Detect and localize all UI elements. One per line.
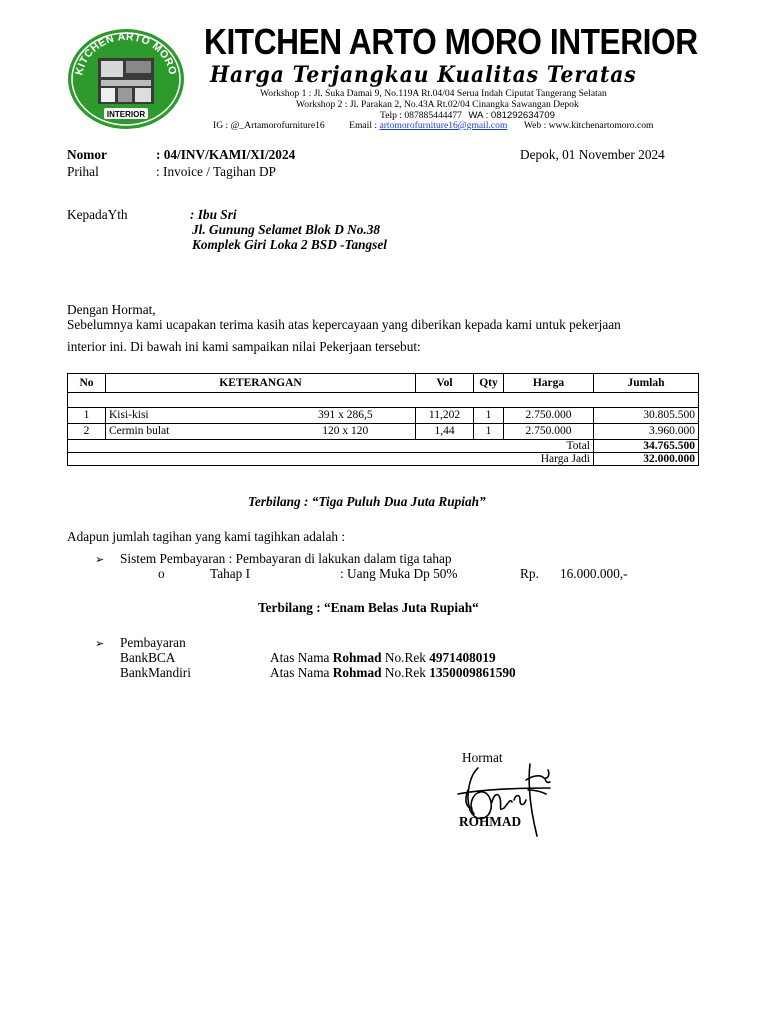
- col-header-vol: Vol: [416, 374, 474, 393]
- intro-line-2: interior ini. Di bawah ini kami sampaikan nilai Pekerjaan tersebut:: [67, 339, 421, 354]
- col-header-jumlah: Jumlah: [594, 374, 699, 393]
- wa: WA : 081292634709: [468, 110, 555, 121]
- harga-jadi-value: 32.000.000: [594, 453, 699, 466]
- place-date: Depok, 01 November 2024: [520, 147, 665, 162]
- col-header-no: No: [68, 374, 106, 393]
- bank-bca-rek-label: No.Rek: [384, 650, 426, 665]
- spacer-cell: [68, 393, 699, 408]
- contact-line: [213, 120, 654, 131]
- company-name: KITCHEN ARTO MORO INTERIOR: [204, 21, 698, 62]
- kepada-label: KepadaYth: [67, 207, 128, 222]
- greeting: Dengan Hormat,: [67, 302, 156, 317]
- prihal-label: Prihal: [67, 164, 99, 179]
- row-vol: 1,44: [416, 424, 474, 440]
- closing-hormat: Hormat: [462, 750, 503, 765]
- rp-label: Rp.: [520, 566, 539, 581]
- email-link[interactable]: artomorofurniture16@gmail.com: [379, 120, 508, 131]
- table-row: [68, 408, 699, 424]
- payment-title: Pembayaran: [120, 635, 186, 650]
- bank-mandiri-rek-label: No.Rek: [384, 665, 426, 680]
- website: Web : www.kitchenartomoro.com: [523, 120, 654, 131]
- total-value: 34.765.500: [594, 440, 699, 453]
- email-label: Email :: [349, 120, 378, 131]
- recipient-address-2: Komplek Giri Loka 2 BSD -Tangsel: [192, 237, 387, 252]
- row-jumlah: 3.960.000: [594, 424, 699, 440]
- svg-text:KITCHEN ARTO MORO: KITCHEN ARTO MORO: [73, 30, 179, 77]
- row-qty: 1: [474, 408, 504, 424]
- prihal-value: : Invoice / Tagihan DP: [156, 164, 276, 179]
- row-item: Cermin bulat: [106, 424, 276, 440]
- row-harga: 2.750.000: [504, 424, 594, 440]
- harga-jadi-label: Harga Jadi: [68, 453, 594, 466]
- bank-mandiri-label: BankMandiri: [120, 665, 191, 680]
- company-logo: [68, 28, 188, 130]
- table-row: [68, 424, 699, 440]
- bank-bca-label: BankBCA: [120, 650, 176, 665]
- tahap-label: Tahap I: [210, 566, 251, 581]
- col-header-harga: Harga: [504, 374, 594, 393]
- signer-name: ROHMAD: [459, 814, 522, 829]
- harga-jadi-row: [68, 453, 699, 466]
- nomor-label: Nomor: [67, 147, 107, 162]
- row-vol: 11,202: [416, 408, 474, 424]
- row-qty: 1: [474, 424, 504, 440]
- tagihan-intro: Adapun jumlah tagihan yang kami tagihkan adalah :: [67, 529, 346, 544]
- bullet-arrow-icon: ➢: [95, 637, 105, 650]
- sub-bullet-marker: o: [158, 566, 165, 581]
- bank-mandiri-number: 1350009861590: [429, 665, 516, 680]
- nomor-value: : 04/INV/KAMI/XI/2024: [156, 147, 296, 162]
- row-item: Kisi-kisi: [106, 408, 276, 424]
- tahap-description: : Uang Muka Dp 50%: [340, 566, 458, 581]
- table-spacer-row: [68, 393, 699, 408]
- row-no: 2: [68, 424, 106, 440]
- row-harga: 2.750.000: [504, 408, 594, 424]
- bullet-arrow-icon: ➢: [95, 553, 105, 566]
- terbilang-dp: Terbilang : “Enam Belas Juta Rupiah“: [258, 600, 479, 615]
- total-label: Total: [68, 440, 594, 453]
- bank-mandiri-account: [270, 665, 516, 681]
- terbilang-total: Terbilang : “Tiga Puluh Dua Juta Rupiah”: [248, 494, 486, 509]
- bank-bca-prefix: Atas Nama: [270, 650, 330, 665]
- row-jumlah: 30.805.500: [594, 408, 699, 424]
- row-size: 391 x 286,5: [276, 408, 416, 424]
- handwritten-signature: [450, 750, 570, 840]
- col-header-qty: Qty: [474, 374, 504, 393]
- svg-text:INTERIOR: INTERIOR: [106, 110, 146, 119]
- intro-line-1: Sebelumnya kami ucapakan terima kasih atas kepercayaan yang diberikan kepada kami untuk pekerjaan: [67, 317, 621, 332]
- company-tagline: Harga Terjangkau Kualitas Teratas: [210, 62, 637, 88]
- bank-mandiri-prefix: Atas Nama: [270, 665, 330, 680]
- workshop-2-address: Workshop 2 : Jl. Parakan 2, No.43A Rt.02/04 Cinangka Sawangan Depok: [296, 99, 579, 110]
- total-row: [68, 440, 699, 453]
- recipient-name: : Ibu Sri: [190, 207, 237, 222]
- invoice-table: [67, 373, 699, 466]
- bank-bca-holder: Rohmad: [332, 650, 382, 665]
- bank-bca-number: 4971408019: [429, 650, 496, 665]
- table-header-row: [68, 374, 699, 393]
- row-size: 120 x 120: [276, 424, 416, 440]
- bank-mandiri-holder: Rohmad: [332, 665, 382, 680]
- recipient-address-1: Jl. Gunung Selamet Blok D No.38: [192, 222, 381, 237]
- tahap-amount: 16.000.000,-: [560, 566, 628, 581]
- instagram: IG : @_Artamorofurniture16: [213, 120, 325, 131]
- workshop-1-address: Workshop 1 : Jl. Suka Damai 9, No.119A Rt.04/04 Serua Indah Ciputat Tangerang Selatan: [260, 88, 607, 99]
- row-no: 1: [68, 408, 106, 424]
- sistem-pembayaran: Sistem Pembayaran : Pembayaran di lakukan dalam tiga tahap: [120, 551, 452, 566]
- col-header-keterangan: KETERANGAN: [106, 374, 416, 393]
- telp: Telp : 087885444477: [380, 110, 462, 121]
- bank-bca-account: [270, 650, 496, 666]
